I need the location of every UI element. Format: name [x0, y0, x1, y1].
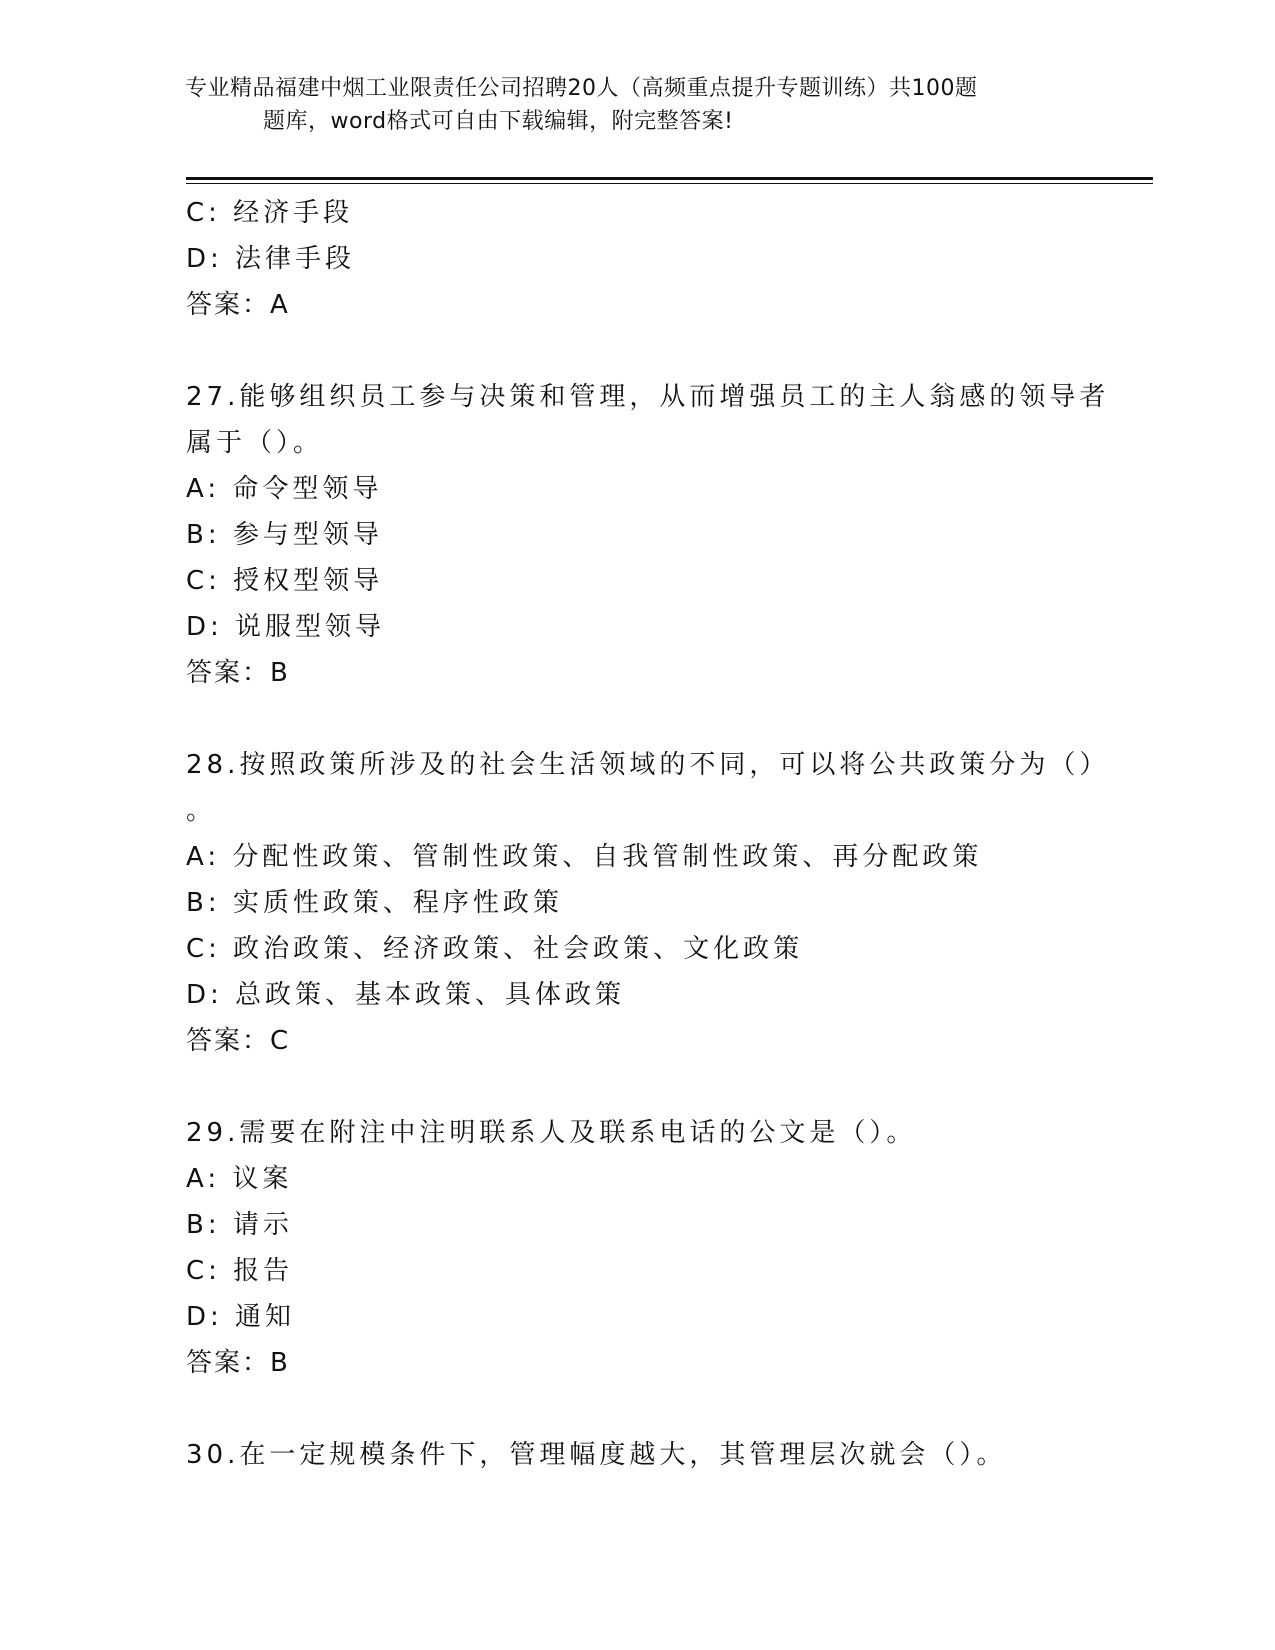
- option-c: C: 报告: [186, 1256, 294, 1286]
- question-block-30: [186, 1432, 1086, 1478]
- question-block-26-tail: [186, 190, 1086, 328]
- question-stem: 30.在一定规模条件下，管理幅度越大，其管理层次就会（）。: [186, 1440, 1007, 1470]
- answer-line: 答案：B: [186, 1348, 290, 1378]
- option-d: D: 总政策、基本政策、具体政策: [186, 980, 626, 1010]
- document-header: [185, 72, 1085, 138]
- question-stem-continued: 属于（）。: [186, 428, 324, 458]
- spacer: [186, 328, 1086, 374]
- option-b: B: 实质性政策、程序性政策: [186, 888, 563, 918]
- question-stem-continued: 。: [186, 796, 217, 826]
- answer-line: 答案：C: [186, 1026, 291, 1056]
- header-divider-thick: [186, 177, 1153, 180]
- option-a: A: 分配性政策、管制性政策、自我管制性政策、再分配政策: [186, 842, 983, 872]
- option-c: C: 授权型领导: [186, 566, 384, 596]
- document-body: [186, 190, 1110, 1478]
- option-a: A: 议案: [186, 1164, 293, 1194]
- question-block-29: [186, 1110, 1086, 1386]
- question-stem: 29.需要在附注中注明联系人及联系电话的公文是（）。: [186, 1118, 917, 1148]
- option-d: D: 法律手段: [186, 244, 356, 274]
- header-divider-thin: [186, 183, 1153, 184]
- question-block-28: [186, 742, 1110, 1064]
- header-title-line1: 专业精品福建中烟工业限责任公司招聘20人（高频重点提升专题训练）共100题: [185, 76, 978, 101]
- spacer: [186, 696, 1086, 742]
- option-a: A: 命令型领导: [186, 474, 383, 504]
- option-b: B: 请示: [186, 1210, 293, 1240]
- option-b: B: 参与型领导: [186, 520, 383, 550]
- answer-line: 答案：B: [186, 658, 290, 688]
- answer-line: 答案：A: [186, 290, 290, 320]
- header-title-line2: 题库，word格式可自由下载编辑，附完整答案!: [263, 109, 734, 134]
- option-d: D: 说服型领导: [186, 612, 386, 642]
- spacer: [186, 1386, 1086, 1432]
- question-block-27: [186, 374, 1110, 696]
- option-d: D: 通知: [186, 1302, 296, 1332]
- option-c: C: 政治政策、经济政策、社会政策、文化政策: [186, 934, 804, 964]
- spacer: [186, 1064, 1086, 1110]
- question-stem: 27.能够组织员工参与决策和管理，从而增强员工的主人翁感的领导者: [186, 382, 1110, 412]
- question-stem: 28.按照政策所涉及的社会生活领域的不同，可以将公共政策分为（）: [186, 750, 1110, 780]
- option-c: C: 经济手段: [186, 198, 354, 228]
